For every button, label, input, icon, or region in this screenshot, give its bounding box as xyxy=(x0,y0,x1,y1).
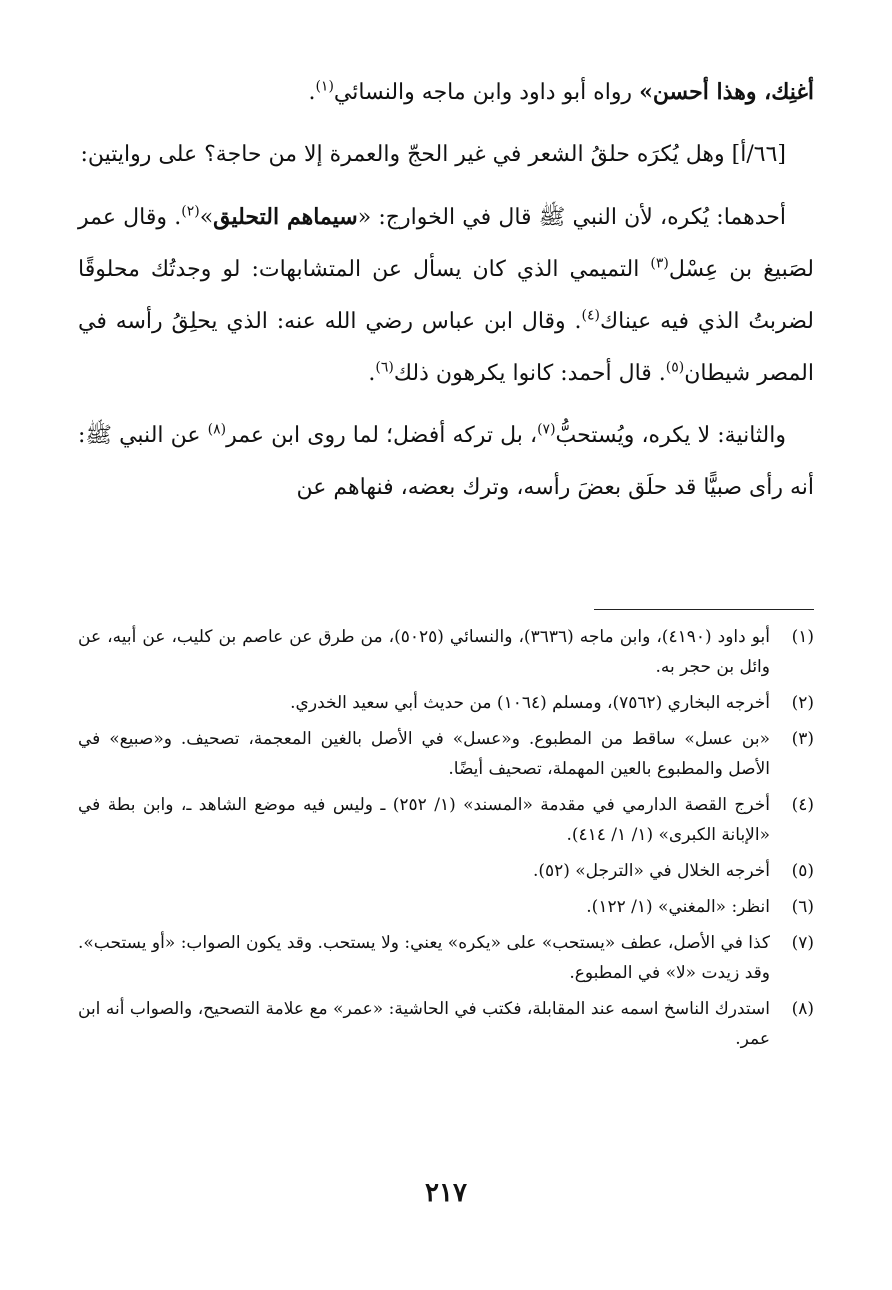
footnote-text: استدرك الناسخ اسمه عند المقابلة، فكتب في الحاشية: «عمر» مع علامة التصحيح، والصواب أنه ابن عمر. xyxy=(78,999,770,1049)
footnote-7 xyxy=(78,928,814,988)
text-run: والثانية: لا يكره، ويُستحبُّ xyxy=(555,423,786,448)
footnote-divider xyxy=(594,609,814,610)
footnote-ref-3[interactable]: (٣) xyxy=(650,255,669,272)
footnote-ref-4[interactable]: (٤) xyxy=(581,307,600,324)
footnote-number: (١) xyxy=(791,627,814,647)
footnote-ref-5[interactable]: (٥) xyxy=(665,359,685,376)
footnote-4 xyxy=(78,790,814,850)
footnote-number: (٤) xyxy=(791,795,814,815)
footnote-ref-8[interactable]: (٨) xyxy=(207,421,227,438)
text-run: عن النبي ﷺ: أنه رأى صبيًّا قد حلَق بعضَ رأسه، وترك بعضه، فنهاهم عن xyxy=(78,423,814,500)
paragraph-3 xyxy=(78,191,814,400)
footnote-6 xyxy=(78,892,814,922)
text-run: . وقال ابن عباس رضي الله عنه: الذي يحلِقُ رأسه في المصر شيطان xyxy=(78,309,814,386)
text-run: أحدهما: يُكره، لأن النبي ﷺ قال في الخوارج: « xyxy=(357,205,786,230)
footnote-1 xyxy=(78,622,814,682)
footnote-text: أبو داود (٤١٩٠)، وابن ماجه (٣٦٣٦)، والنسائي (٥٠٢٥)، من طرق عن عاصم بن كليب، عن أبيه، عن وائل بن حجر به. xyxy=(78,627,770,677)
text-run: . وقال عمر لصَبيغ بن عِسْل xyxy=(78,205,814,282)
text-run: [٦٦/أ] وهل يُكرَه حلقُ الشعر في غير الحجّ والعمرة إلا من حاجة؟ على روايتين: xyxy=(80,142,786,167)
paragraph-1 xyxy=(78,66,814,119)
page-number: ٢١٧ xyxy=(425,1178,467,1208)
bold-hadith: سيماهم التحليق xyxy=(213,204,358,230)
text-run: . xyxy=(368,361,376,386)
footnote-text: أخرجه الخلال في «الترجل» (٥٢). xyxy=(532,861,770,881)
paragraph-2 xyxy=(78,129,814,181)
footnote-text: «بن عسل» ساقط من المطبوع. و«عسل» في الأصل بالغين المعجمة، تصحيف. و«صبيع» في الأصل والمطبوع بالعين المهملة، تصحيف أيضًا. xyxy=(78,729,770,779)
footnote-number: (٧) xyxy=(791,933,814,953)
footnote-ref-7[interactable]: (٧) xyxy=(537,421,556,438)
footnote-2 xyxy=(78,688,814,718)
footnote-ref-6[interactable]: (٦) xyxy=(375,359,394,376)
footnote-number: (٢) xyxy=(791,693,814,713)
text-run: . xyxy=(308,80,316,105)
text-run: ، بل تركه أفضل؛ لما روى ابن عمر xyxy=(226,423,538,448)
footnote-3 xyxy=(78,724,814,784)
footnote-ref-1[interactable]: (١) xyxy=(315,78,334,95)
paragraph-4 xyxy=(78,410,814,514)
footnote-text: انظر: «المغني» (١/ ١٢٢). xyxy=(586,897,770,917)
main-text xyxy=(78,66,814,514)
footnote-number: (٨) xyxy=(791,999,814,1019)
footnote-text: أخرجه البخاري (٧٥٦٢)، ومسلم (١٠٦٤) من حديث أبي سعيد الخدري. xyxy=(290,693,770,713)
text-run: التميمي الذي كان يسأل عن المتشابهات: لو وجدتُك محلوقًا لضربتُ الذي فيه عيناك xyxy=(78,257,814,334)
footnote-ref-2[interactable]: (٢) xyxy=(181,203,200,220)
footnote-text: أخرج القصة الدارمي في مقدمة «المسند» (١/ ٢٥٢) ـ وليس فيه موضع الشاهد ـ، وابن بطة في «الإبانة الكبرى» (١/ ١/ ٤١٤). xyxy=(78,795,770,845)
text-run: . قال أحمد: كانوا يكرهون ذلك xyxy=(393,361,666,386)
footnote-number: (٥) xyxy=(791,861,814,881)
footnotes xyxy=(78,620,814,1060)
footnote-number: (٣) xyxy=(791,729,814,749)
footnote-5 xyxy=(78,856,814,886)
footnote-8 xyxy=(78,994,814,1054)
text-run: رواه أبو داود وابن ماجه والنسائي xyxy=(333,80,640,105)
text-run: » xyxy=(199,205,214,230)
bold-phrase: أغنِك، وهذا أحسن» xyxy=(639,79,814,105)
footnote-number: (٦) xyxy=(791,897,814,917)
footnote-text: كذا في الأصل، عطف «يستحب» على «يكره» يعني: ولا يستحب. وقد يكون الصواب: «أو يستحب». وقد زيدت «لا» في المطبوع. xyxy=(78,933,770,983)
